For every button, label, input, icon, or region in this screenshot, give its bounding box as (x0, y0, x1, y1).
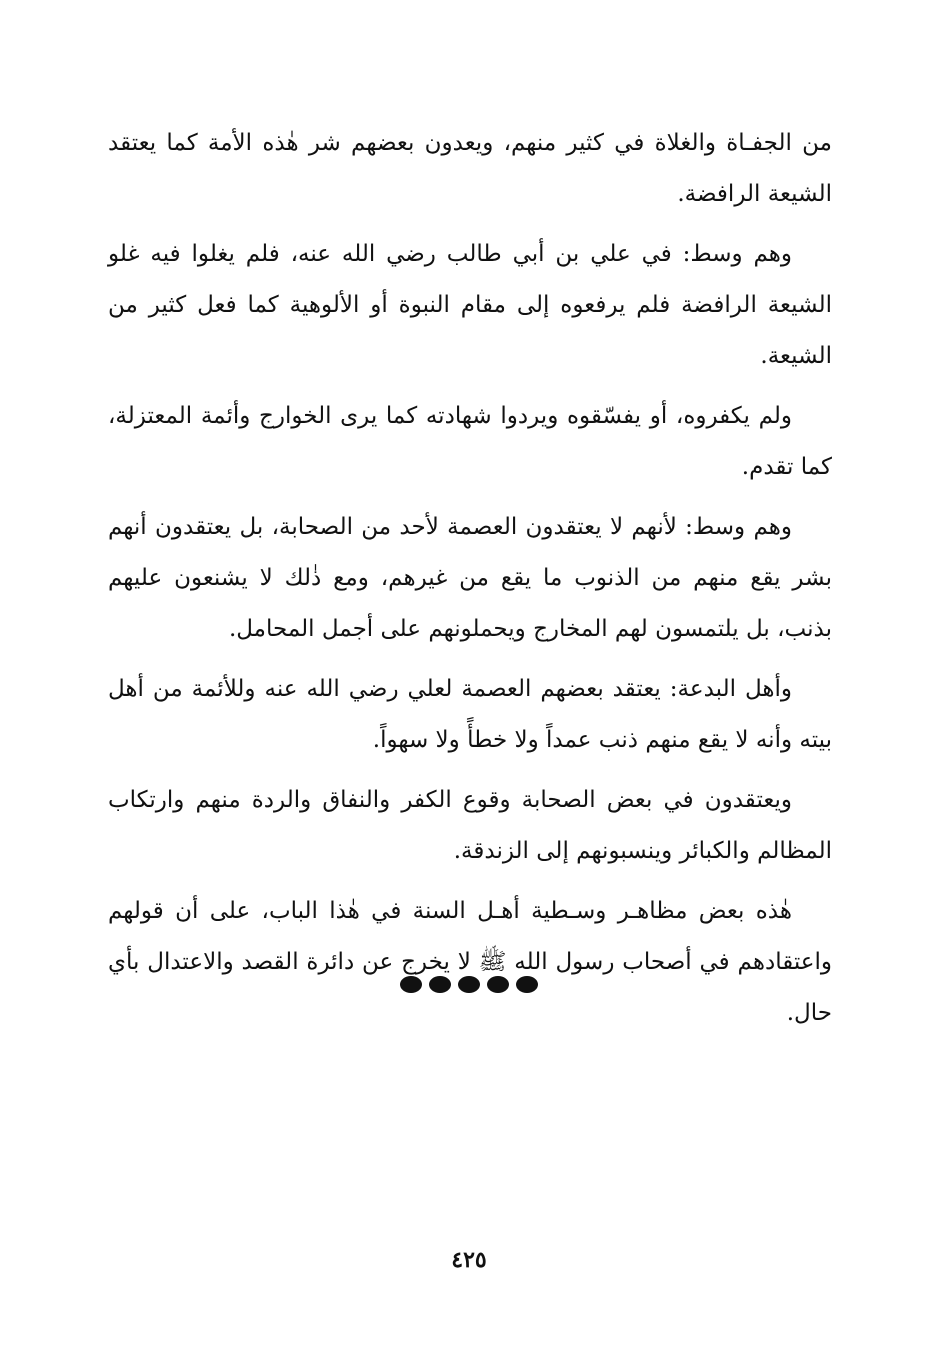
paragraph-1: من الجفـاة والغلاة في كثير منهم، ويعدون بعضهم شر هٰذه الأمة كما يعتقد الشيعة الرافضة. (108, 130, 832, 207)
separator-dot (400, 976, 422, 993)
body-text (108, 118, 832, 1048)
paragraph-7: هٰذه بعض مظاهـر وسـطية أهـل السنة في هٰذا الباب، على أن قولهم واعتقادهم في أصحاب رسول الله ﷺ لا يخرج عن دائرة القصد والاعتدال بأي حال. (108, 898, 832, 1026)
paragraph-3: ولم يكفروه، أو يفسّقوه ويردوا شهادته كما يرى الخوارج وأئمة المعتزلة، كما تقدم. (108, 403, 832, 480)
separator-dot (516, 976, 538, 993)
paragraph-2: وهم وسط: في علي بن أبي طالب رضي الله عنه، فلم يغلوا فيه غلو الشيعة الرافضة فلم يرفعوه إلى مقام النبوة أو الألوهية كما فعل كثير من الشيعة. (108, 241, 832, 369)
section-separator (0, 976, 938, 993)
separator-dot (429, 976, 451, 993)
page-number: ٤٢٥ (451, 1247, 487, 1273)
paragraph-4: وهم وسط: لأنهم لا يعتقدون العصمة لأحد من الصحابة، بل يعتقدون أنهم بشر يقع منهم من الذنوب ما يقع من غيرهم، ومع ذٰلك لا يشنعون عليهم بذنب، بل يلتمسون لهم المخارج ويحملونهم على أجمل المحامل. (108, 514, 832, 642)
separator-dot (487, 976, 509, 993)
paragraph-5: وأهل البدعة: يعتقد بعضهم العصمة لعلي رضي الله عنه وللأئمة من أهل بيته وأنه لا يقع منهم ذنب عمداً ولا خطأً ولا سهواً. (108, 676, 832, 753)
paragraph-6: ويعتقدون في بعض الصحابة وقوع الكفر والنفاق والردة منهم وارتكاب المظالم والكبائر وينسبونهم إلى الزندقة. (108, 787, 832, 864)
separator-dot (458, 976, 480, 993)
